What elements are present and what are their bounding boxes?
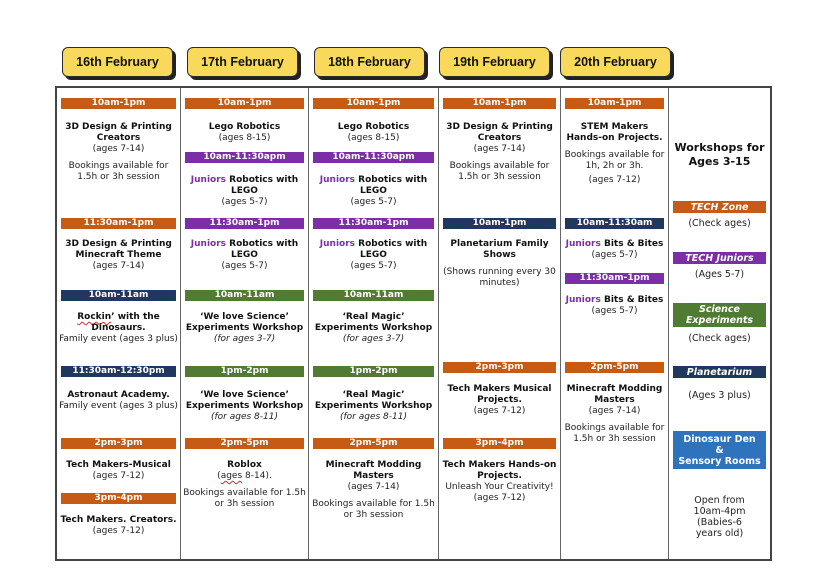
time-bar: 10am-1pm	[443, 218, 556, 229]
event-title: Tech Makers-Musical	[66, 460, 171, 470]
event-title	[59, 312, 178, 334]
event-title: Lego Robotics	[208, 122, 281, 132]
time-bar: 10am-11:30am	[565, 218, 664, 229]
event-subtitle: (for ages 3-7)	[213, 334, 276, 344]
event-subtitle: (for ages 8-11)	[340, 412, 407, 422]
event-block	[563, 295, 666, 317]
event-title	[183, 175, 306, 197]
time-bar: 2pm-5pm	[565, 362, 664, 373]
time-bar: 11:30am-1pm	[185, 218, 304, 229]
event-ages-part: 8-14).	[242, 471, 272, 481]
day-column-20	[561, 88, 669, 559]
time-bar: 2pm-5pm	[185, 438, 304, 449]
event-block	[183, 312, 306, 345]
event-note: Bookings available for 1.5h or 3h session	[312, 499, 435, 520]
event-block	[441, 384, 558, 417]
event-block	[311, 460, 436, 521]
event-ages: (ages 7-14)	[588, 406, 641, 416]
time-bar: 3pm-4pm	[443, 438, 556, 449]
event-title: Roblox	[227, 460, 262, 470]
event-ages: (ages 5-7)	[591, 306, 638, 316]
event-title: Tech Makers Hands-on Projects.	[442, 460, 557, 481]
event-note: Bookings available for 1h, 2h or 3h.	[564, 150, 665, 171]
event-ages: (ages 8-15)	[347, 133, 400, 143]
event-title: Tech Makers Musical Projects.	[447, 384, 552, 405]
legend-dinosaur-den-note: Open from 10am-4pm (Babies-6 years old)	[693, 495, 746, 539]
legend-planetarium-note: (Ages 3 plus)	[688, 390, 751, 401]
event-subtitle: Unleash Your Creativity!	[445, 482, 554, 492]
event-block	[183, 239, 306, 272]
time-bar: 10am-1pm	[565, 98, 664, 109]
legend-sensory-rooms-label: Sensory Rooms	[678, 455, 761, 467]
event-title-part: Bits & Bites	[600, 295, 664, 305]
day-column-19	[439, 88, 561, 559]
date-tab-19: 19th February	[439, 47, 550, 77]
event-subtitle: (for ages 3-7)	[342, 334, 405, 344]
event-title-part: Bits & Bites	[600, 239, 664, 249]
time-bar: 1pm-2pm	[313, 366, 434, 377]
event-ages: (ages 5-7)	[221, 197, 268, 207]
event-block	[563, 239, 666, 261]
event-block	[183, 122, 306, 144]
event-block	[59, 239, 178, 272]
legend-tech-juniors: TECH Juniors	[673, 252, 766, 264]
event-block	[563, 122, 666, 186]
time-bar: 3pm-4pm	[61, 493, 176, 504]
legend-tech-zone-note: (Check ages)	[688, 218, 751, 229]
event-note: Bookings available for 1.5h or 3h session	[564, 423, 665, 444]
day-column-18	[309, 88, 439, 559]
time-bar: 11:30am-1pm	[313, 218, 434, 229]
event-block	[183, 175, 306, 208]
time-bar: 10am-11am	[313, 290, 434, 301]
event-title	[563, 295, 666, 306]
event-title	[311, 239, 436, 261]
event-title-part: Robotics with LEGO	[355, 175, 428, 196]
event-ages: (ages 7-14)	[92, 144, 145, 154]
legend-title: Workshops for Ages 3-15	[674, 141, 765, 168]
event-block	[183, 460, 306, 510]
event-block	[59, 312, 178, 345]
event-note: Bookings available for 1.5h or 3h session	[183, 488, 306, 509]
event-title: ‘We love Science’ Experiments Workshop	[185, 390, 304, 411]
event-ages: (ages 7-12)	[588, 175, 641, 185]
event-title: 3D Design & Printing Creators	[446, 122, 553, 143]
event-block	[311, 122, 436, 144]
event-block	[59, 460, 178, 482]
event-ages: (ages 5-7)	[591, 250, 638, 260]
time-bar: 10am-11am	[61, 290, 176, 301]
time-bar: 10am-11:30apm	[313, 152, 434, 163]
event-ages	[183, 471, 306, 482]
event-ages: (ages 7-14)	[92, 261, 145, 271]
event-block	[311, 239, 436, 272]
time-bar: 11:30am-1pm	[565, 273, 664, 284]
event-ages: (ages 7-12)	[92, 471, 145, 481]
event-title: Tech Makers. Creators.	[60, 515, 177, 525]
event-note: (Shows running every 30 minutes)	[443, 267, 556, 288]
legend-column	[669, 88, 770, 559]
day-column-17	[181, 88, 309, 559]
event-block	[311, 390, 436, 423]
event-title: Planetarium Family Shows	[450, 239, 549, 260]
event-ages: (ages 8-15)	[218, 133, 271, 143]
event-note: Bookings available for 1.5h or 3h session	[68, 161, 169, 182]
event-ages-part: (	[217, 471, 221, 481]
event-title	[183, 239, 306, 261]
event-prefix: Juniors	[565, 295, 601, 305]
event-block	[311, 312, 436, 345]
time-bar: 2pm-3pm	[61, 438, 176, 449]
event-prefix: Juniors	[190, 239, 227, 249]
event-subtitle: (for ages 8-11)	[211, 412, 278, 422]
event-ages: (ages 7-12)	[473, 406, 526, 416]
event-block	[183, 390, 306, 423]
date-tab-17: 17th February	[187, 47, 298, 77]
time-bar: 10am-1pm	[185, 98, 304, 109]
event-block	[441, 239, 558, 289]
time-bar: 2pm-3pm	[443, 362, 556, 373]
event-title-part: Rockin	[77, 312, 112, 322]
event-title: STEM Makers Hands-on Projects.	[566, 122, 663, 143]
event-ages: (ages 7-12)	[473, 493, 526, 503]
event-ages: (ages 7-12)	[92, 526, 145, 536]
event-title: Astronaut Academy.	[67, 390, 170, 400]
date-tab-20: 20th February	[560, 47, 671, 77]
event-ages: (ages 5-7)	[221, 261, 268, 271]
event-prefix: Juniors	[319, 175, 356, 185]
event-title	[311, 175, 436, 197]
schedule-grid	[55, 86, 772, 561]
time-bar: 11:30am-12:30pm	[61, 366, 176, 377]
time-bar: 10am-11am	[185, 290, 304, 301]
event-block	[59, 515, 178, 537]
event-title-part: Robotics with LEGO	[226, 239, 299, 260]
event-block	[311, 175, 436, 208]
legend-science: Science Experiments	[673, 303, 766, 327]
legend-dinosaur-den-label: Dinosaur Den	[683, 433, 756, 445]
event-prefix: Juniors	[190, 175, 227, 185]
event-ages: (ages 5-7)	[350, 197, 397, 207]
event-ages: (ages 7-14)	[347, 482, 400, 492]
event-block	[59, 122, 178, 183]
event-ages-part: ages	[220, 471, 243, 481]
time-bar: 10am-1pm	[313, 98, 434, 109]
event-block	[441, 122, 558, 183]
legend-ampersand: &	[715, 444, 724, 456]
legend-science-note: (Check ages)	[688, 333, 751, 344]
event-block	[441, 460, 558, 504]
date-tab-18: 18th February	[314, 47, 425, 77]
time-bar: 2pm-5pm	[313, 438, 434, 449]
legend-tech-juniors-note: (Ages 5-7)	[694, 269, 745, 280]
event-title-part: Robotics with LEGO	[226, 175, 299, 196]
legend-dinosaur-den	[673, 431, 766, 469]
event-title: ‘Real Magic’ Experiments Workshop	[314, 390, 433, 411]
event-subtitle: Family event (ages 3 plus)	[59, 334, 178, 344]
event-title: Minecraft Modding Masters	[566, 384, 663, 405]
time-bar: 1pm-2pm	[185, 366, 304, 377]
date-tab-16: 16th February	[62, 47, 173, 77]
event-note: Bookings available for 1.5h or 3h session	[449, 161, 550, 182]
event-ages: (ages 5-7)	[350, 261, 397, 271]
event-title	[563, 239, 666, 250]
event-title-part: Robotics with LEGO	[355, 239, 428, 260]
event-title: ‘We love Science’ Experiments Workshop	[185, 312, 304, 333]
event-subtitle: Family event (ages 3 plus)	[59, 401, 178, 411]
event-title: Minecraft Modding Masters	[325, 460, 422, 481]
event-title: 3D Design & Printing Creators	[65, 122, 172, 143]
event-title-part: ’ with the Dinosaurs.	[91, 312, 160, 333]
event-ages: (ages 7-14)	[473, 144, 526, 154]
legend-planetarium: Planetarium	[673, 366, 766, 378]
time-bar: 11:30am-1pm	[61, 218, 176, 229]
event-prefix: Juniors	[565, 239, 601, 249]
event-block	[563, 384, 666, 445]
event-title: Lego Robotics	[337, 122, 410, 132]
legend-tech-zone: TECH Zone	[673, 201, 766, 213]
event-prefix: Juniors	[319, 239, 356, 249]
day-column-16	[57, 88, 181, 559]
time-bar: 10am-1pm	[61, 98, 176, 109]
time-bar: 10am-1pm	[443, 98, 556, 109]
event-title: ‘Real Magic’ Experiments Workshop	[314, 312, 433, 333]
time-bar: 10am-11:30apm	[185, 152, 304, 163]
event-block	[59, 390, 178, 412]
event-title: 3D Design & Printing Minecraft Theme	[65, 239, 172, 260]
